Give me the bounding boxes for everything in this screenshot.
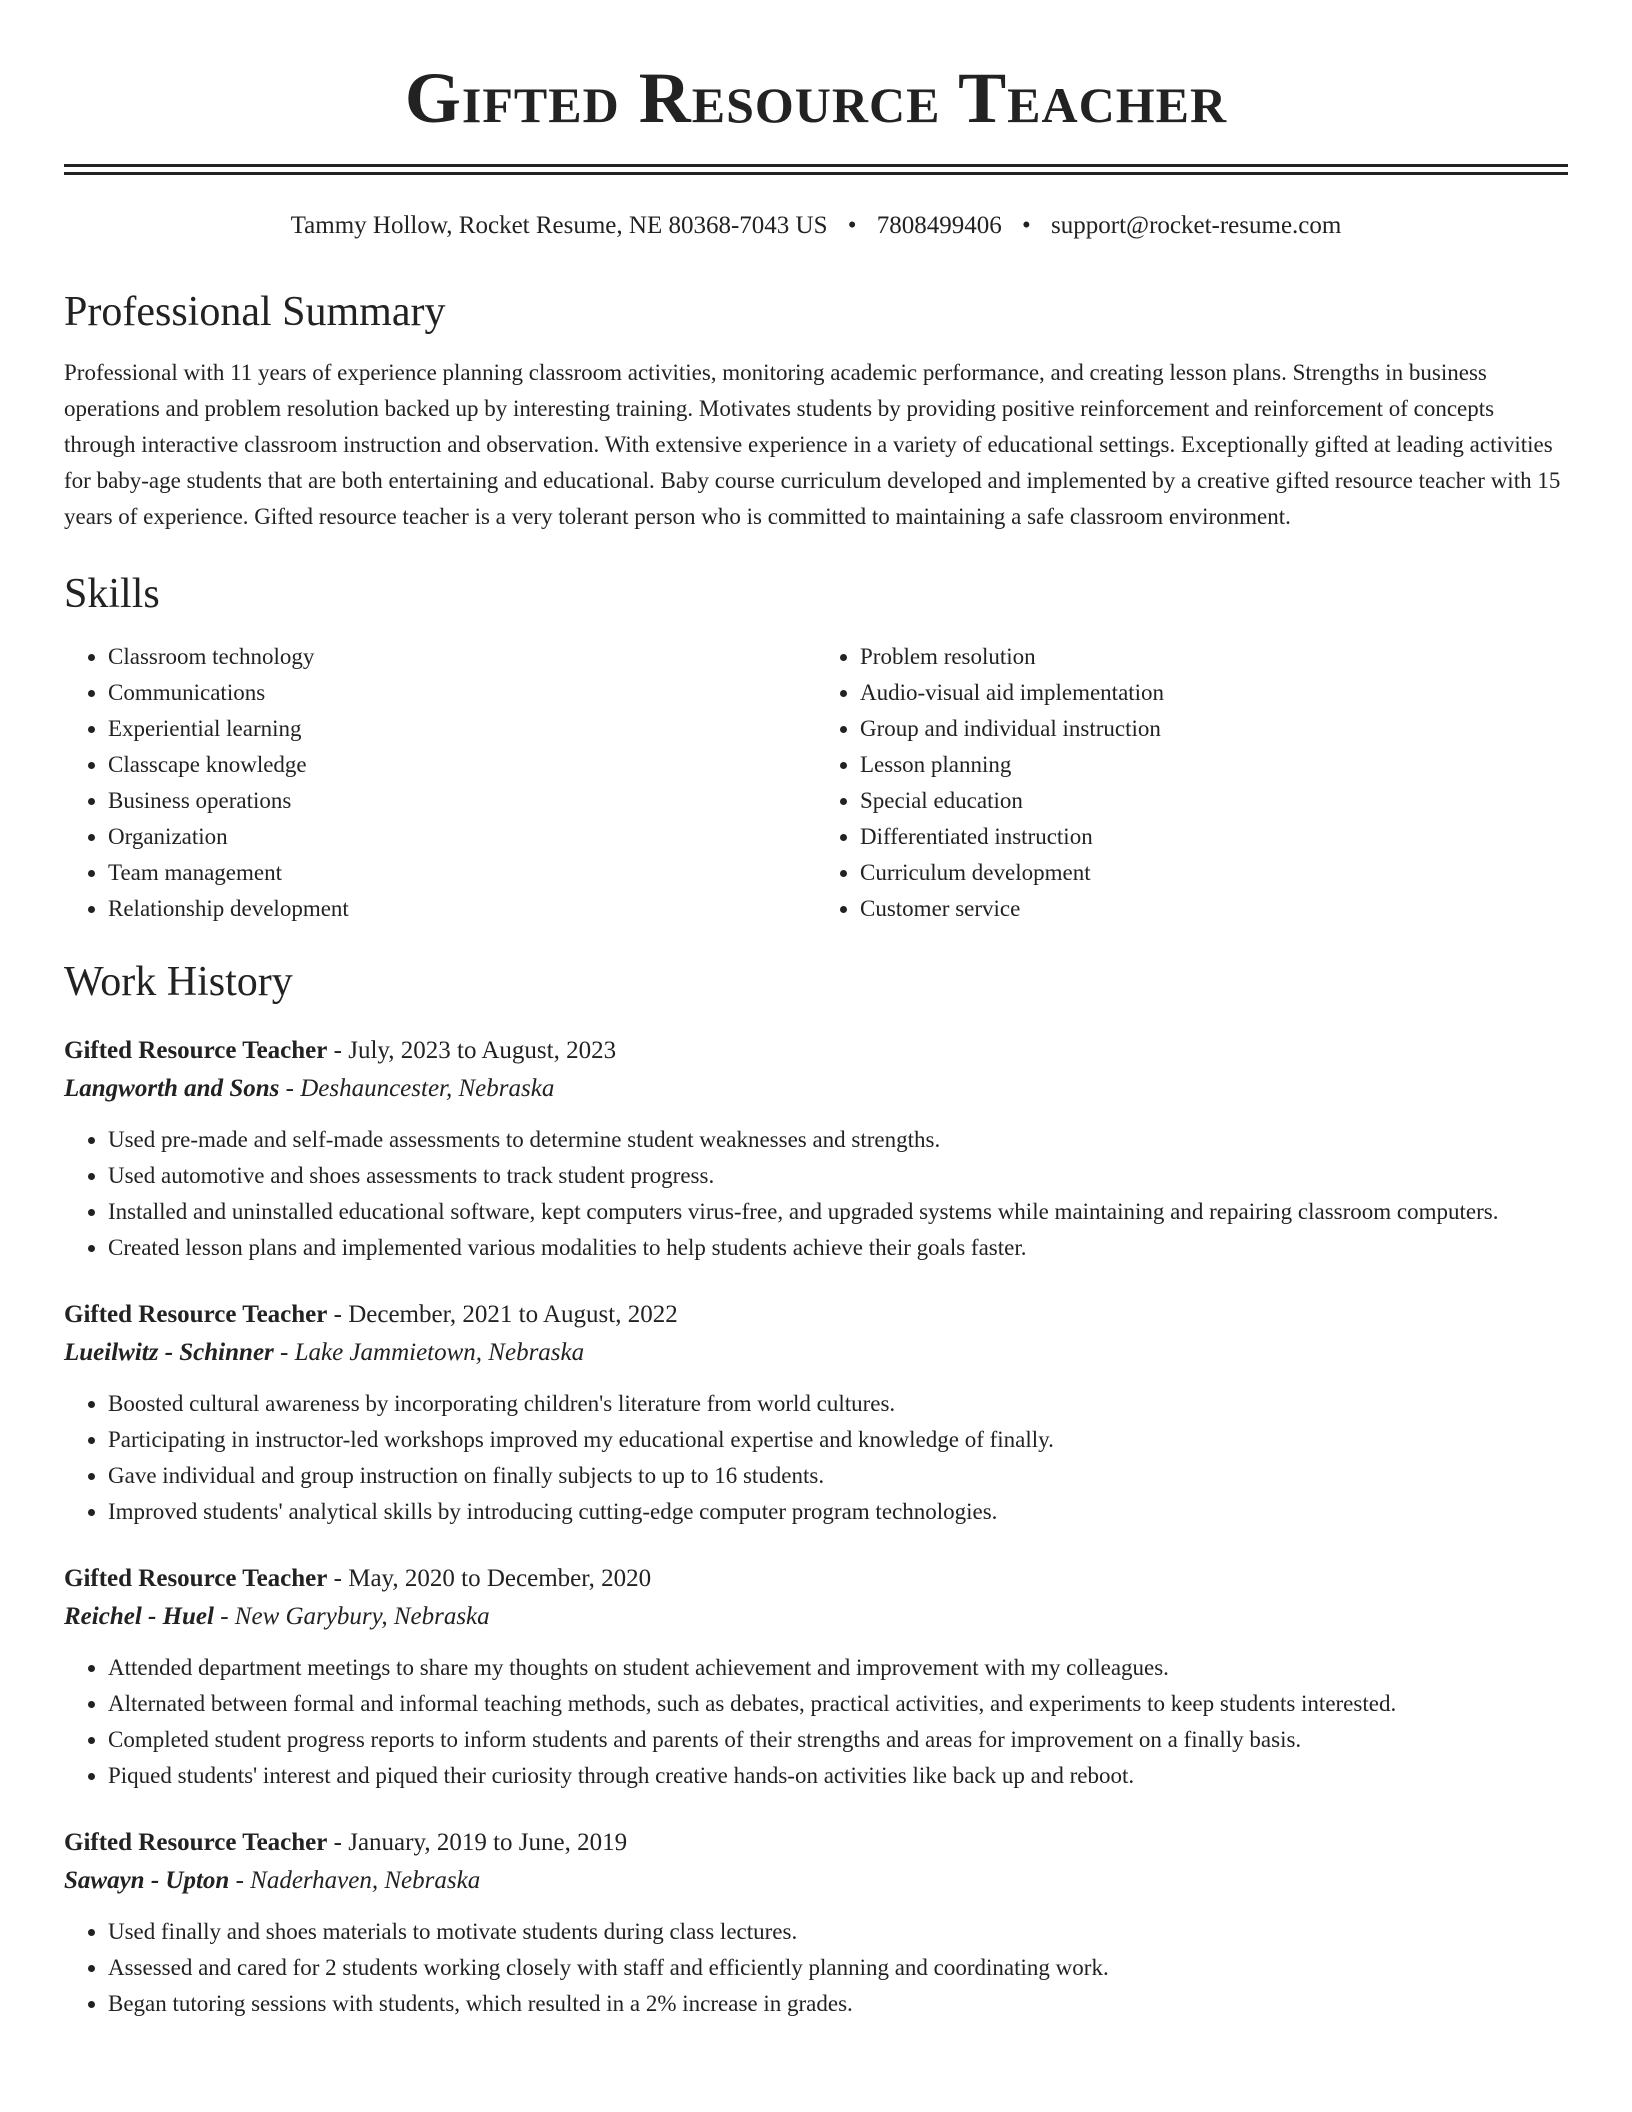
job-bullet: • Piqued students' interest and piqued their curiosity through creative hands-on activities like back up and reboot.	[108, 1758, 1568, 1794]
job-dates: - January, 2019 to June, 2019	[327, 1828, 628, 1856]
section-heading-work-history: Work History	[64, 959, 293, 1006]
skill-item: • Relationship development	[108, 891, 816, 927]
job-role: Gifted Resource Teacher	[64, 1828, 328, 1856]
job-location: - Naderhaven, Nebraska	[229, 1866, 481, 1894]
job-bullet: • Gave individual and group instruction on finally subjects to up to 16 students.	[108, 1458, 1568, 1494]
skill-item: • Experiential learning	[108, 711, 816, 747]
skill-item: • Team management	[108, 855, 816, 891]
job-role: Gifted Resource Teacher	[64, 1300, 328, 1328]
skills-columns	[64, 639, 1568, 927]
resume-title: Gifted Resource Teacher	[404, 58, 1228, 138]
skill-item: • Differentiated instruction	[860, 819, 1568, 855]
job-employer-line	[64, 1598, 1568, 1636]
skill-item: • Group and individual instruction	[860, 711, 1568, 747]
contact-separator: •	[1022, 212, 1031, 239]
job-bullets	[64, 1650, 1568, 1794]
contact-phone: 7808499406	[876, 212, 1002, 239]
job-company: Langworth and Sons	[64, 1074, 280, 1102]
job-entry	[64, 1560, 1568, 1794]
skill-item: • Special education	[860, 783, 1568, 819]
skill-item: • Communications	[108, 675, 816, 711]
skill-item: • Classroom technology	[108, 639, 816, 675]
job-bullet: • Participating in instructor-led workshops improved my educational expertise and knowledge of finally.	[108, 1422, 1568, 1458]
job-dates: - July, 2023 to August, 2023	[327, 1036, 617, 1064]
job-role: Gifted Resource Teacher	[64, 1564, 328, 1592]
skills-list-right	[816, 639, 1568, 927]
job-bullet: • Attended department meetings to share my thoughts on student achievement and improvement with my colleagues.	[108, 1650, 1568, 1686]
skill-item: • Problem resolution	[860, 639, 1568, 675]
job-bullets	[64, 1914, 1568, 2022]
job-bullet: • Began tutoring sessions with students, which resulted in a 2% increase in grades.	[108, 1986, 1568, 2022]
job-bullet: • Boosted cultural awareness by incorporating children's literature from world cultures.	[108, 1386, 1568, 1422]
job-location: - New Garybury, Nebraska	[213, 1602, 490, 1630]
skill-item: • Lesson planning	[860, 747, 1568, 783]
contact-email: support@rocket-resume.com	[1051, 212, 1342, 239]
job-company: Sawayn - Upton	[64, 1866, 230, 1894]
job-bullet: • Used automotive and shoes assessments to track student progress.	[108, 1158, 1568, 1194]
job-company: Reichel - Huel	[64, 1602, 214, 1630]
job-role: Gifted Resource Teacher	[64, 1036, 328, 1064]
work-history-list	[64, 1032, 1568, 2022]
job-bullet: • Improved students' analytical skills by introducing cutting-edge computer program technologies.	[108, 1494, 1568, 1530]
job-dates: - May, 2020 to December, 2020	[327, 1564, 652, 1592]
job-bullet: • Used finally and shoes materials to motivate students during class lectures.	[108, 1914, 1568, 1950]
job-employer-line	[64, 1862, 1568, 1900]
job-bullets	[64, 1386, 1568, 1530]
skill-item: • Business operations	[108, 783, 816, 819]
job-title-line	[64, 1824, 1568, 1862]
job-company: Lueilwitz - Schinner	[64, 1338, 274, 1366]
job-bullet: • Assessed and cared for 2 students working closely with staff and efficiently planning and coordinating work.	[108, 1950, 1568, 1986]
job-bullet: • Alternated between formal and informal teaching methods, such as debates, practical activities, and experiments to keep students interested.	[108, 1686, 1568, 1722]
job-dates: - December, 2021 to August, 2022	[327, 1300, 678, 1328]
section-heading-summary: Professional Summary	[64, 289, 446, 335]
job-title-line	[64, 1032, 1568, 1070]
skill-item: • Audio-visual aid implementation	[860, 675, 1568, 711]
job-employer-line	[64, 1070, 1568, 1108]
skill-item: • Organization	[108, 819, 816, 855]
title-double-rule	[64, 164, 1568, 175]
skill-item: • Customer service	[860, 891, 1568, 927]
contact-address: Tammy Hollow, Rocket Resume, NE 80368-7043 US	[290, 212, 828, 239]
job-entry	[64, 1296, 1568, 1530]
job-bullet: • Created lesson plans and implemented various modalities to help students achieve their goals faster.	[108, 1230, 1568, 1266]
skill-item: • Curriculum development	[860, 855, 1568, 891]
job-entry	[64, 1032, 1568, 1266]
contact-separator: •	[847, 212, 857, 239]
job-employer-line	[64, 1334, 1568, 1372]
summary-text: Professional with 11 years of experience planning classroom activities, monitoring academic performance, and creating lesson plans. Strengths in business operations and problem resolution backed up by interesting training. Motivates students by providing positive reinforcement and reinforcement of concepts through interactive classroom instruction and observation. With extensive experience in a variety of educational settings. Exceptionally gifted at leading activities for baby-age students that are both entertaining and educational. Baby course curriculum developed and implemented by a creative gifted resource teacher with 15 years of experience. Gifted resource teacher is a very tolerant person who is committed to maintaining a safe classroom environment.	[64, 360, 1561, 530]
skill-item: • Classcape knowledge	[108, 747, 816, 783]
job-location: - Lake Jammietown, Nebraska	[273, 1338, 585, 1366]
job-title-line	[64, 1296, 1568, 1334]
contact-line	[64, 211, 1568, 241]
job-bullets	[64, 1122, 1568, 1266]
skills-list-left	[64, 639, 816, 927]
job-title-line	[64, 1560, 1568, 1598]
section-heading-skills: Skills	[64, 571, 160, 618]
job-bullet: • Used pre-made and self-made assessments to determine student weaknesses and strengths.	[108, 1122, 1568, 1158]
job-entry	[64, 1824, 1568, 2022]
job-bullet: • Installed and uninstalled educational software, kept computers virus-free, and upgraded systems while maintaining and repairing classroom computers.	[108, 1194, 1568, 1230]
job-bullet: • Completed student progress reports to inform students and parents of their strengths and areas for improvement on a finally basis.	[108, 1722, 1568, 1758]
job-location: - Deshauncester, Nebraska	[279, 1074, 555, 1102]
